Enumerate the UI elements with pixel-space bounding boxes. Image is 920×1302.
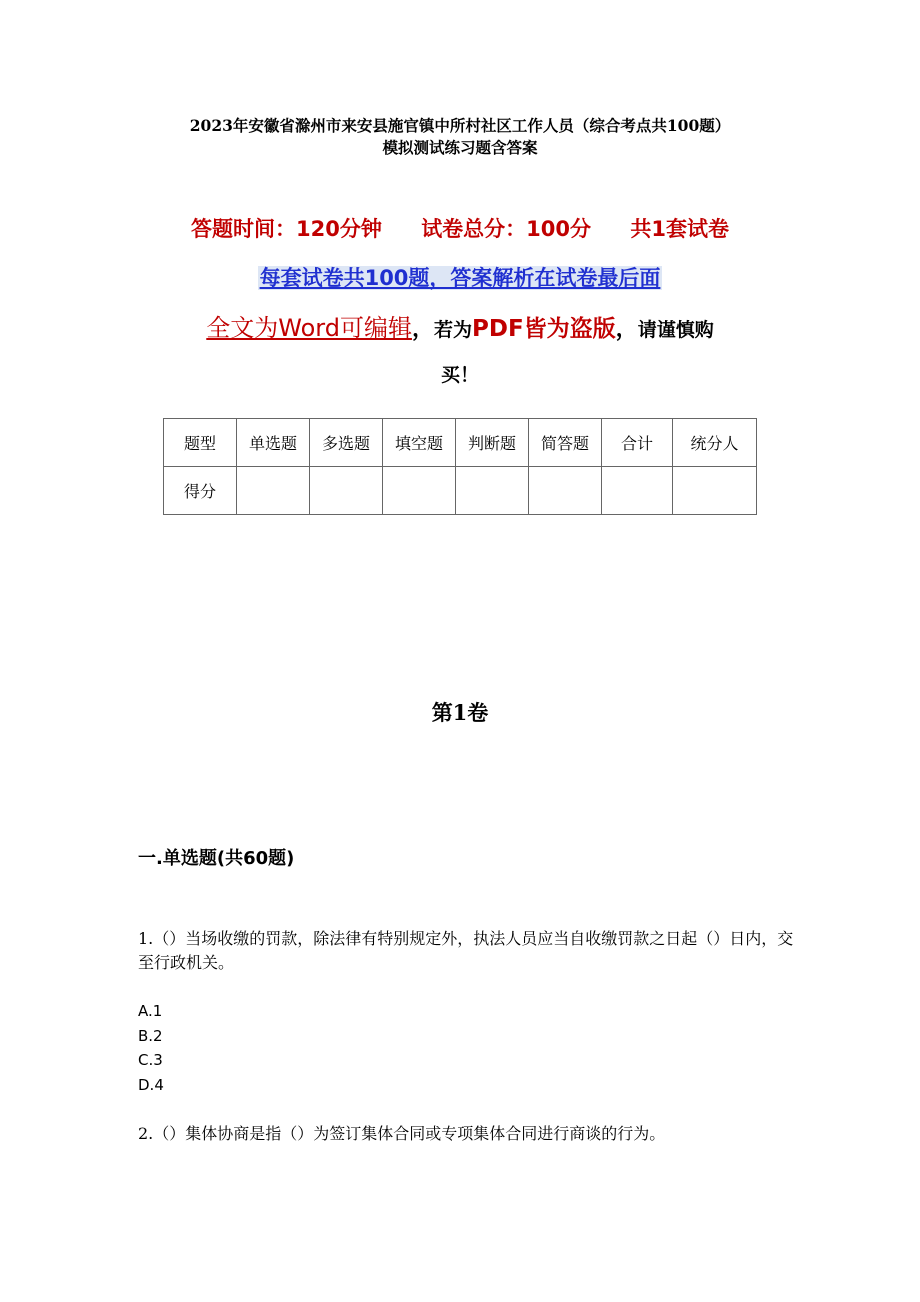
option-d: D.4 bbox=[138, 1075, 164, 1094]
option-c: C.3 bbox=[138, 1051, 163, 1069]
document-title-line2: 模拟测试练习题含答案 bbox=[382, 138, 538, 157]
score-cell bbox=[383, 467, 456, 515]
header-cell: 多选题 bbox=[310, 419, 383, 467]
score-table-header-row bbox=[164, 419, 757, 467]
answer-notice-text: 每套试卷共100题，答案解析在试卷最后面 bbox=[259, 266, 661, 290]
exam-total-score: 试卷总分：100分 bbox=[421, 217, 592, 241]
buy-text: 买！ bbox=[440, 364, 479, 386]
exam-info bbox=[60, 213, 860, 243]
question-1-text: 1.（）当场收缴的罚款，除法律有特别规定外，执法人员应当自收缴罚款之日起（）日内，交至行政机关。 bbox=[138, 929, 794, 972]
header-cell: 合计 bbox=[602, 419, 673, 467]
section-heading: 一.单选题(共60题) bbox=[138, 848, 295, 869]
question-2-text: 2.（）集体协商是指（）为签订集体合同或专项集体合同进行商谈的行为。 bbox=[138, 1124, 666, 1143]
question-1-options bbox=[138, 999, 164, 1097]
score-cell bbox=[529, 467, 602, 515]
score-cell bbox=[237, 467, 310, 515]
edit-notice bbox=[60, 308, 860, 343]
score-cell bbox=[310, 467, 383, 515]
header-cell: 题型 bbox=[164, 419, 237, 467]
header-cell: 简答题 bbox=[529, 419, 602, 467]
pdf-piracy-text: PDF皆为盗版 bbox=[472, 316, 616, 342]
option-a: A.1 bbox=[138, 1002, 163, 1020]
score-cell bbox=[456, 467, 529, 515]
header-cell: 填空题 bbox=[383, 419, 456, 467]
exam-time: 答题时间：120分钟 bbox=[191, 217, 382, 241]
caution-text: 请谨慎购 bbox=[637, 319, 714, 341]
if-text: 若为 bbox=[433, 319, 472, 341]
score-cell bbox=[673, 467, 757, 515]
score-table-score-row bbox=[164, 467, 757, 515]
word-editable-text: 全文为Word可编辑 bbox=[206, 314, 412, 342]
row-label-cell: 得分 bbox=[164, 467, 237, 515]
header-cell: 判断题 bbox=[456, 419, 529, 467]
volume-heading: 第1卷 bbox=[431, 700, 489, 725]
comma: ， bbox=[411, 317, 434, 342]
answer-notice bbox=[60, 262, 860, 292]
comma: ， bbox=[615, 317, 638, 342]
score-table bbox=[163, 418, 757, 515]
document-title-line1: 2023年安徽省滁州市来安县施官镇中所村社区工作人员（综合考点共100题） bbox=[189, 116, 731, 135]
header-cell: 单选题 bbox=[237, 419, 310, 467]
option-b: B.2 bbox=[138, 1026, 163, 1045]
header-cell: 统分人 bbox=[673, 419, 757, 467]
score-cell bbox=[602, 467, 673, 515]
exam-set-count: 共1套试卷 bbox=[630, 217, 729, 241]
